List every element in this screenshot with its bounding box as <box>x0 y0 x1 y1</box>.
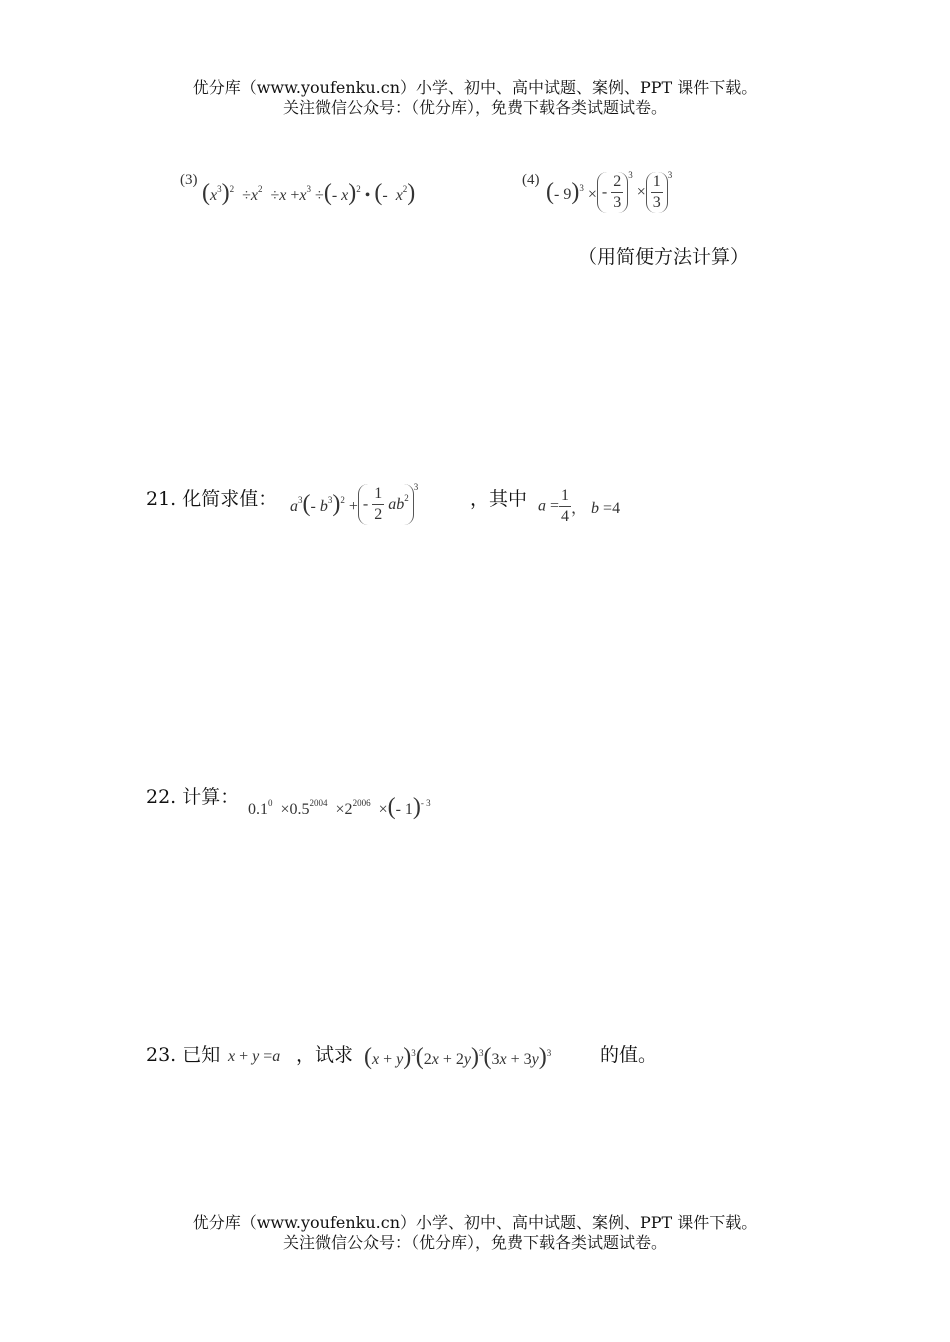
question-22-expression: $0.1^0 \times 0.5^{2004} \times 2^{2006}$ ×(- 1)$^{- 3}$ <box>248 794 431 820</box>
problem-4-note: （用简便方法计算） <box>578 246 750 268</box>
problem-4-expression: (- 9)$^3$ × - $\frac{2}{3}$ $^3$ × $\frac{1}{3}$ $^3$ <box>546 170 673 211</box>
footer-line-2: 关注微信公众号：（优分库），免费下载各类试题试卷。 <box>282 1233 667 1252</box>
question-21-label: 21. 化简求值： <box>146 488 278 510</box>
footer-line-1: 优分库（www.youfenku.cn）小学、初中、高中试题、案例、PPT 课件下载。 <box>192 1213 758 1232</box>
problem-4-label: (4) <box>522 172 540 188</box>
question-23-label: 23. 已知 <box>146 1044 221 1066</box>
question-21-expression: $a^3(-$ $b^3)^2$ + - $\frac{1}{2}$ $ab^{23}$ <box>290 482 419 523</box>
question-21-values: a = $\frac{1}{4}$ ， b =4 <box>538 487 621 525</box>
header-line-1: 优分库（www.youfenku.cn）小学、初中、高中试题、案例、PPT 课件下载。 <box>192 78 758 97</box>
question-22-label: 22. 计算： <box>146 786 240 808</box>
problem-3-expression: $(x^3)^2 \div x^2 \div x +x^3$ ÷(- x)$^2$ • (- $x^2$) <box>202 180 416 206</box>
problem-3-label: (3) <box>180 172 198 188</box>
question-23-find: ，试求 <box>296 1044 354 1066</box>
question-23-expression: $(x + y)^3(2x + 2y)^3(3x + 3y)^3$ <box>364 1044 552 1070</box>
header-line-2: 关注微信公众号：（优分库），免费下载各类试题试卷。 <box>282 98 667 117</box>
question-23-given: x + y =a <box>228 1048 281 1065</box>
question-23-end: 的值。 <box>600 1044 658 1066</box>
question-21-where: ，其中 <box>470 488 528 510</box>
